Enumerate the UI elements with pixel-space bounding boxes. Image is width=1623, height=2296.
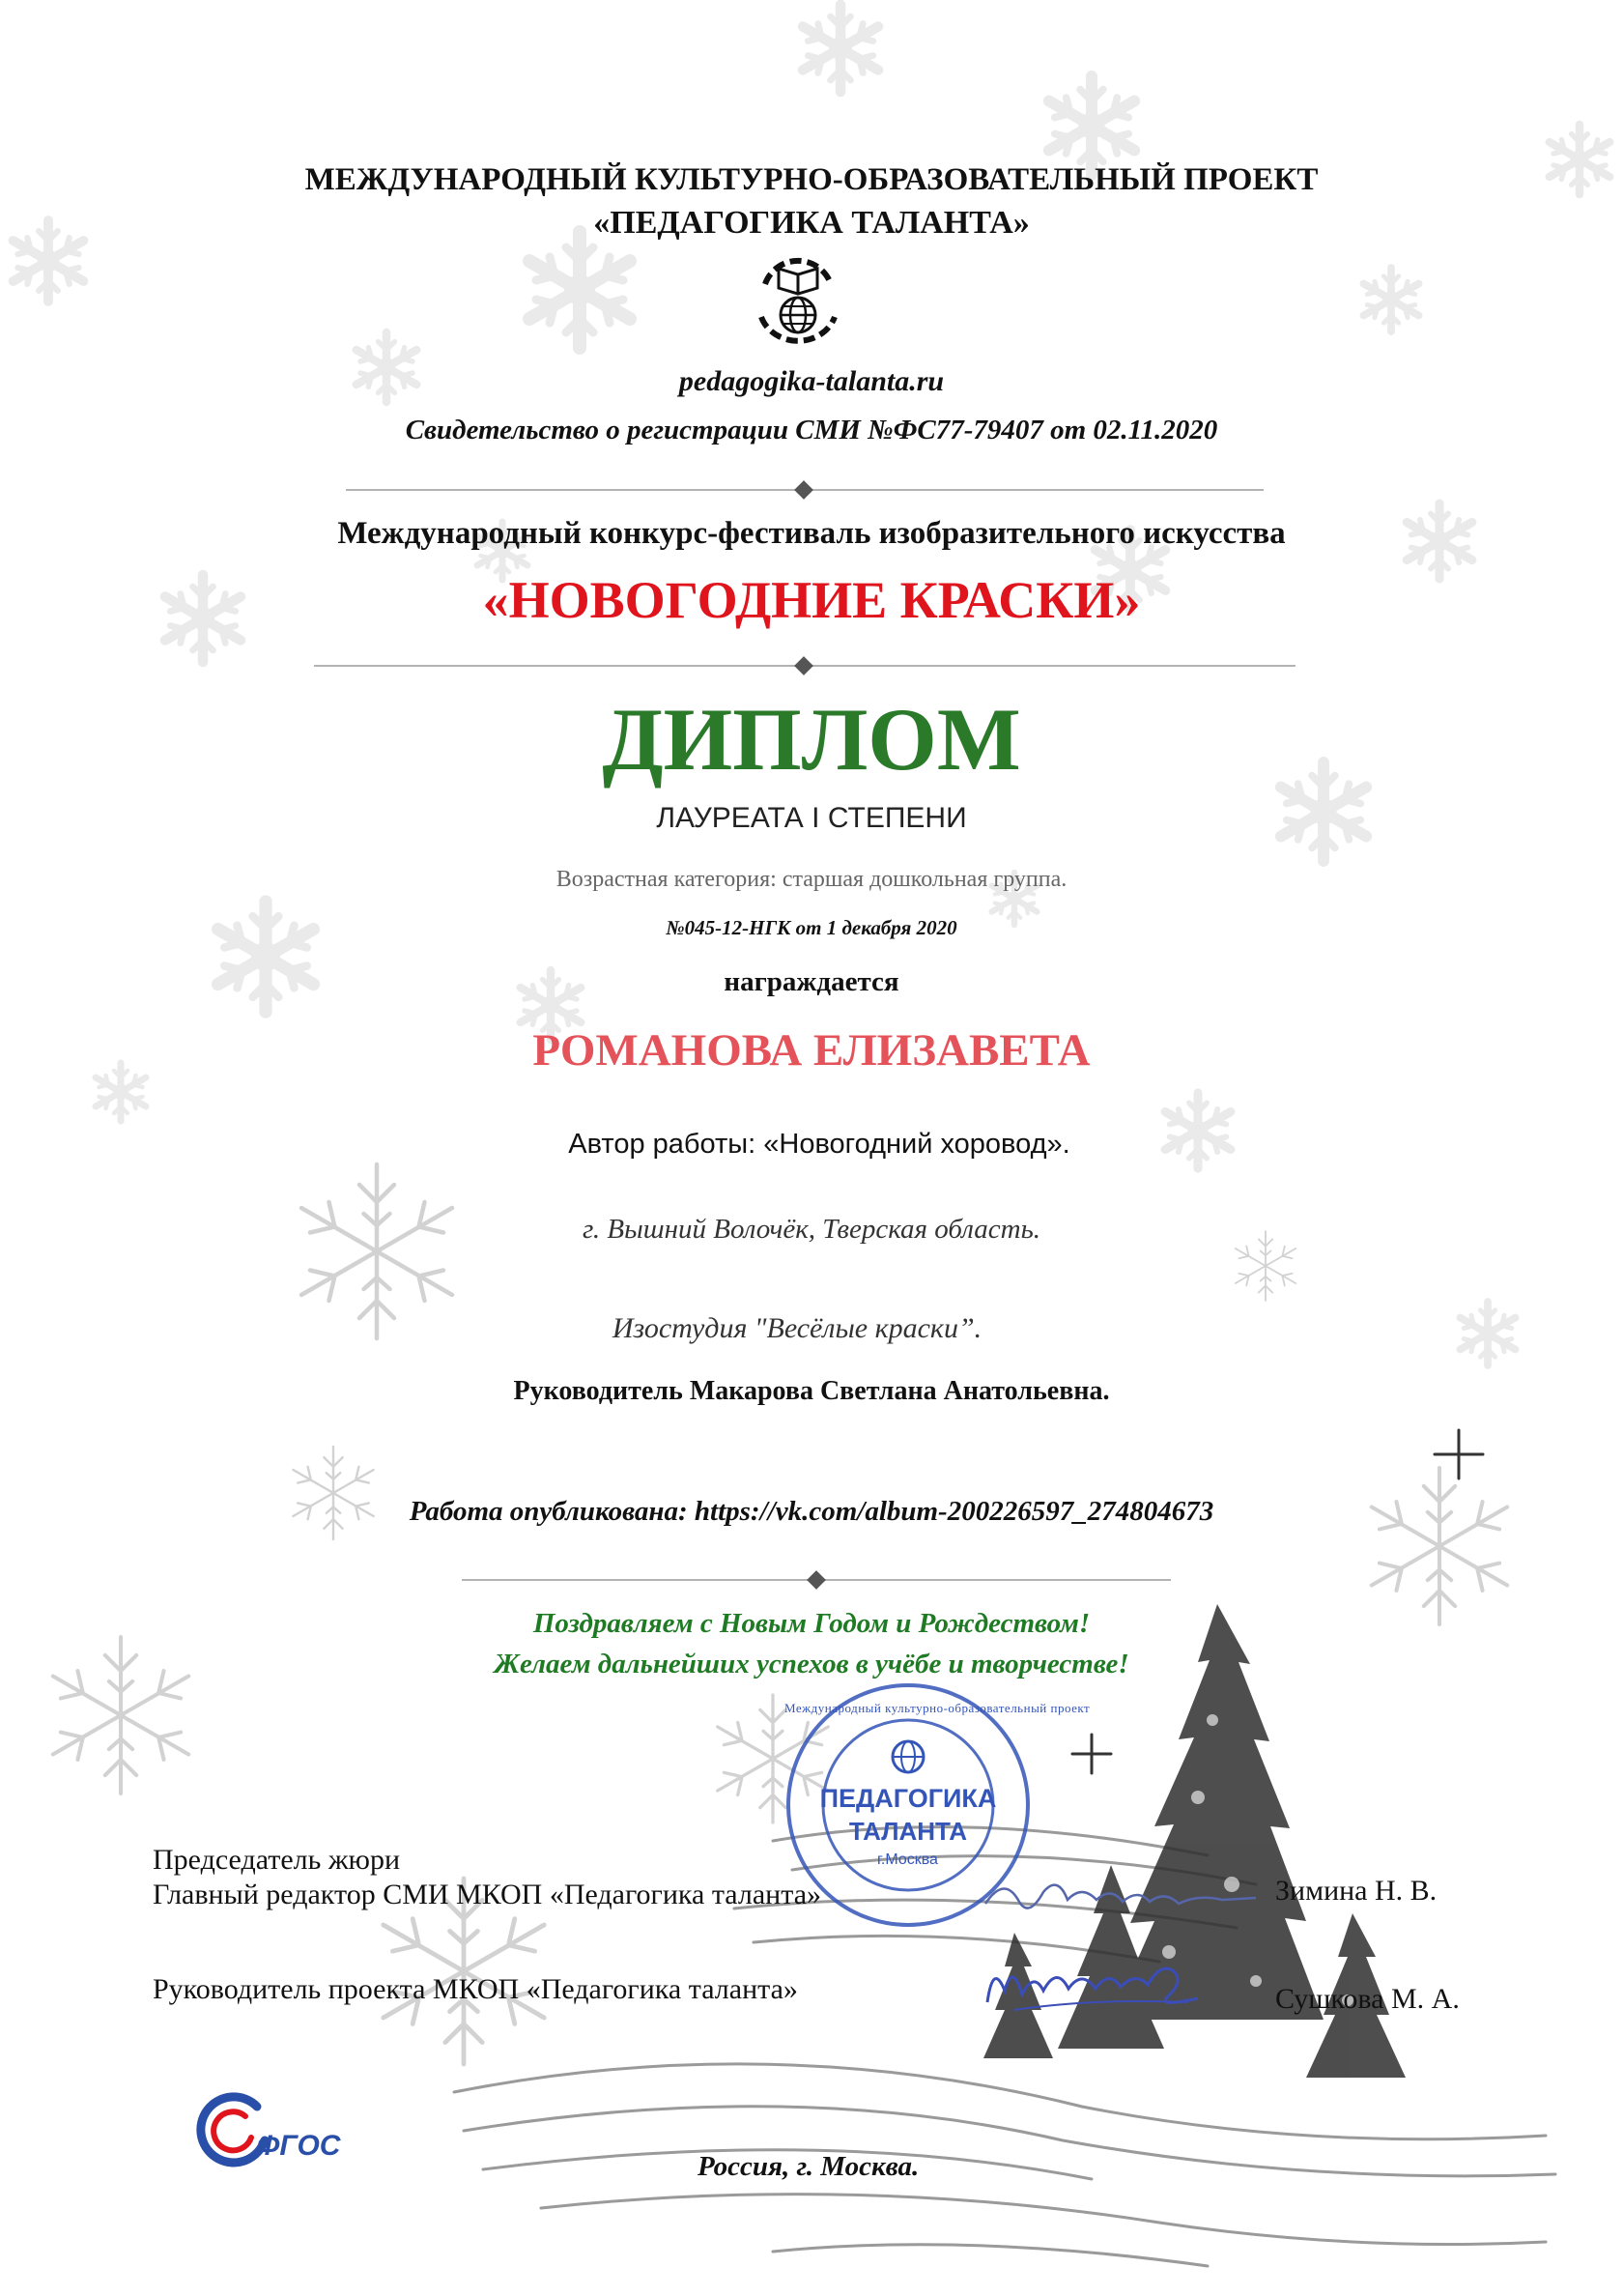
greeting-line1: Поздравляем с Новым Годом и Рождеством! — [532, 1608, 1091, 1639]
work-title: Автор работы: «Новогодний хоровод». — [568, 1129, 1070, 1160]
diploma-degree: ЛАУРЕАТА I СТЕПЕНИ — [656, 802, 967, 834]
website-link[interactable]: pedagogika-talanta.ru — [678, 365, 945, 397]
media-registration: Свидетельство о регистрации СМИ №ФС77-79407 от 02.11.2020 — [405, 415, 1218, 445]
stamp-center-line1: ПЕДАГОГИКА — [819, 1784, 997, 1813]
stamp-ring-text: Международный культурно-образовательный проект — [784, 1701, 1091, 1715]
fgos-logo — [189, 2087, 402, 2174]
signature-zimina — [976, 1865, 1266, 1923]
chief-editor-role: Главный редактор СМИ МКОП «Педагогика таланта» — [153, 1879, 822, 1910]
greeting-line2: Желаем дальнейших успехов в учёбе и творчестве! — [494, 1649, 1129, 1679]
age-category: Возрастная категория: старшая дошкольная группа. — [555, 867, 1068, 892]
fgos-logo-text: ФГОС — [257, 2130, 341, 2162]
diploma-title: ДИПЛОМ — [602, 690, 1021, 789]
awarded-label: награждается — [724, 966, 899, 997]
contest-title: Международный конкурс-фестиваль изобразительного искусства — [337, 516, 1286, 551]
studio-name: Изостудия "Весёлые краски”. — [612, 1312, 982, 1344]
supervisor: Руководитель Макарова Светлана Анатольевна. — [513, 1376, 1110, 1406]
published-link[interactable]: Работа опубликована: https://vk.com/album-200226597_274804673 — [409, 1496, 1214, 1527]
org-name-line1: МЕЖДУНАРОДНЫЙ КУЛЬТУРНО-ОБРАЗОВАТЕЛЬНЫЙ ПРОЕКТ — [304, 162, 1319, 197]
recipient-name: РОМАНОВА ЕЛИЗАВЕТА — [532, 1025, 1091, 1076]
location: Россия, г. Москва. — [698, 2151, 920, 2182]
project-head-role: Руководитель проекта МКОП «Педагогика таланта» — [153, 1973, 798, 2005]
org-name-line2: «ПЕДАГОГИКА ТАЛАНТА» — [593, 205, 1030, 241]
city-region: г. Вышний Волочёк, Тверская область. — [582, 1214, 1041, 1245]
project-head-name: Сушкова М. А. — [1275, 1983, 1460, 2015]
stamp-city: г.Москва — [877, 1851, 938, 1868]
jury-chair-name: Зимина Н. В. — [1275, 1875, 1438, 1907]
contest-name: «НОВОГОДНИЕ КРАСКИ» — [482, 571, 1141, 629]
diploma-number: №045-12-НГК от 1 декабря 2020 — [666, 916, 957, 939]
stamp-center-line2: ТАЛАНТА — [848, 1817, 968, 1846]
jury-chair-role: Председатель жюри — [153, 1844, 401, 1876]
signature-sushkova — [976, 1942, 1217, 2020]
book-globe-icon — [744, 255, 852, 352]
